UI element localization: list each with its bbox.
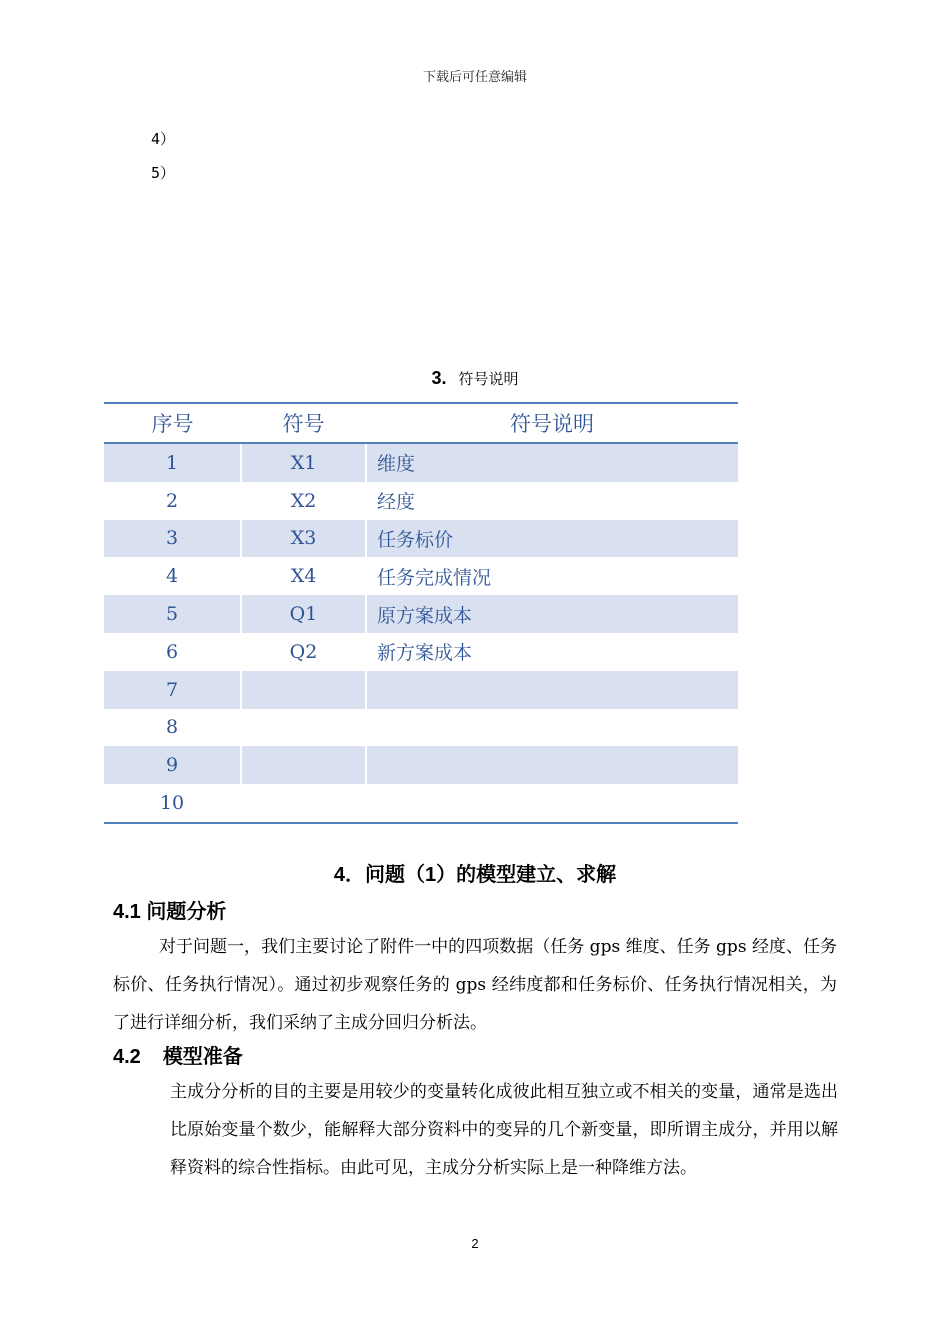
cell-index: 10 [104,784,241,823]
cell-symbol [241,671,366,709]
section-4-heading: 4．问题（1）的模型建立、求解 [333,864,617,886]
list-item-5: 5） [151,164,176,182]
cell-description: 原方案成本 [366,595,738,633]
cell-symbol: X3 [241,520,366,558]
table-row [104,595,738,633]
cell-symbol [241,709,366,747]
cell-description: 任务完成情况 [366,557,738,595]
list-item-4: 4） [151,130,176,148]
section-4-2-number: 4.2 [113,1046,141,1068]
header-description: 符号说明 [366,403,738,443]
cell-index: 7 [104,671,241,709]
cell-index: 8 [165,716,179,739]
cell-description [366,746,738,784]
cell-symbol: X4 [241,557,366,595]
cell-symbol [241,746,366,784]
paragraph-problem-analysis: 对于问题一，我们主要讨论了附件一中的四项数据（任务 gps 维度、任务 gps 经度、任务标价、任务执行情况）。通过初步观察任务的 gps 经纬度都和任务标价、任务执行情况相关，为了进行详细分析，我们采纳了主成分回归分析法。 [113,937,837,1033]
table-row [104,482,738,520]
table-row [104,633,738,671]
cell-symbol: X2 [241,482,366,520]
cell-description [366,671,738,709]
section-4-2-heading [113,1040,243,1069]
cell-description: 维度 [366,443,738,482]
section-4-2-title: 模型准备 [162,1046,243,1068]
cell-description [366,784,738,823]
table-header-row [104,403,738,443]
section-3-number: 3. [431,368,447,388]
paragraph-model-preparation: 主成分分析的目的主要是用较少的变量转化成彼此相互独立或不相关的变量，通常是选出比原始变量个数少，能解释大部分资料中的变异的几个新变量，即所谓主成分，并用以解释资料的综合性指标。由此可见，主成分分析实际上是一种降维方法。 [170,1082,838,1178]
cell-description: 经度 [366,482,738,520]
cell-index: 3 [104,520,241,558]
cell-description: 任务标价 [366,520,738,558]
cell-description [366,709,738,747]
cell-symbol [241,784,366,823]
cell-index: 6 [165,640,179,663]
table-row [104,443,738,482]
table-row [104,671,738,709]
section-3-title: 符号说明 [458,370,519,388]
cell-index: 5 [104,595,241,633]
table-row [104,520,738,558]
cell-index: 1 [104,443,241,482]
cell-index: 4 [165,565,179,588]
cell-description: 新方案成本 [366,633,738,671]
table-row [104,746,738,784]
table-row [104,557,738,595]
page-header: 下载后可任意编辑 [422,70,527,85]
cell-symbol: Q2 [241,633,366,671]
section-3-heading [0,368,950,389]
header-index: 序号 [104,403,241,443]
cell-symbol: X1 [241,443,366,482]
symbol-table [104,402,738,824]
page-number: 2 [471,1236,479,1251]
cell-index: 9 [104,746,241,784]
section-4-1-heading: 4.1 问题分析 [113,901,227,923]
header-symbol: 符号 [241,403,366,443]
cell-index: 2 [165,489,179,512]
cell-symbol: Q1 [241,595,366,633]
table-row [104,784,738,823]
table-row [104,709,738,747]
